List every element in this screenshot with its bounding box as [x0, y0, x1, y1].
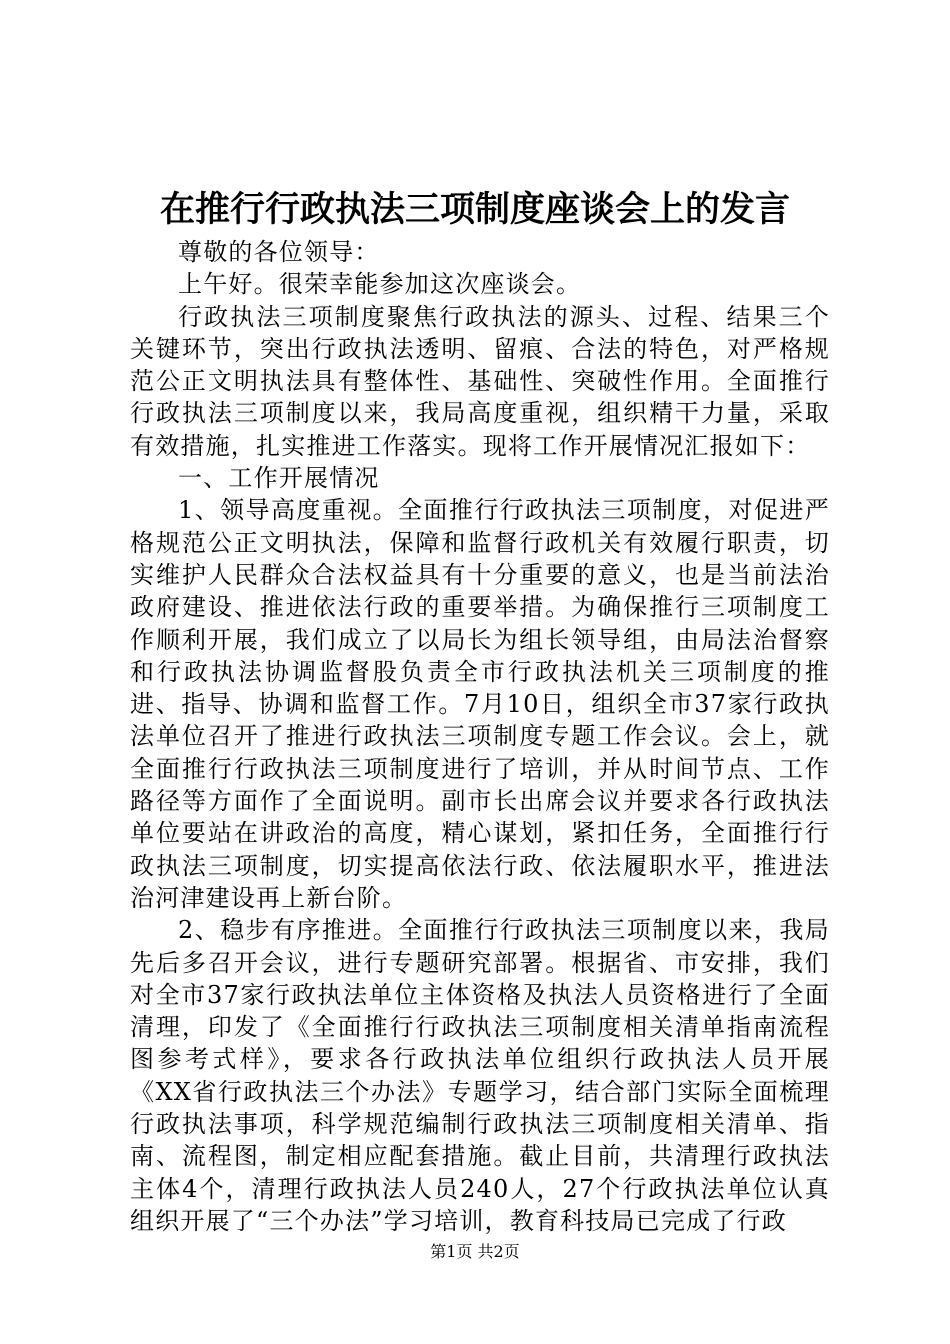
paragraph-greeting: 上午好。很荣幸能参加这次座谈会。 [178, 270, 582, 299]
paragraph-item-1: 1、领导高度重视。全面推行行政执法三项制度，对促进严格规范公正文明执法，保障和监督行政机关有效履行职责，切实维护人民群众合法权益具有十分重要的意义，也是当前法治政府建设、推进依法行政的重要举措。为确保推行三项制度工作顺利开展，我们成立了以局长为组长领导组，由局法治督察和行政执法协调监督股负责全市行政执法机关三项制度的推进、指导、协调和监督工作。7月10日，组织全市37家行政执法单位召开了推进行政执法三项制度专题工作会议。会上，就全面推行行政执法三项制度进行了培训，并从时间节点、工作路径等方面作了全面说明。副市长出席会议并要求各行政执法单位要站在讲政治的高度，精心谋划，紧扣任务，全面推行行政执法三项制度，切实提高依法行政、依法履职水平，推进法治河津建设再上新台阶。 [130, 496, 830, 912]
paragraph-item-2: 2、稳步有序推进。全面推行行政执法三项制度以来，我局先后多召开会议，进行专题研究部署。根据省、市安排，我们对全市37家行政执法单位主体资格及执法人员资格进行了全面清理，印发了《全面推行行政执法三项制度相关清单指南流程图参考式样》，要求各行政执法单位组织行政执法人员开展《XX省行政执法三个办法》专题学习，结合部门实际全面梳理行政执法事项，科学规范编制行政执法三项制度相关清单、指南、流程图，制定相应配套措施。截止目前，共清理行政执法主体4个，清理行政执法人员240人，27个行政执法单位认真组织开展了“三个办法”学习培训，教育科技局已完成了行政 [130, 916, 830, 1235]
section-heading: 一、工作开展情况 [178, 464, 380, 493]
paragraph-intro: 行政执法三项制度聚焦行政执法的源头、过程、结果三个关键环节，突出行政执法透明、留痕、合法的特色，对严格规范公正文明执法具有整体性、基础性、突破性作用。全面推行行政执法三项制度以来，我局高度重视，组织精干力量，采取有效措施，扎实推进工作落实。现将工作开展情况汇报如下： [130, 302, 830, 460]
paragraph-salutation: 尊敬的各位领导： [178, 238, 380, 266]
document-body [130, 236, 830, 1237]
document-title: 在推行行政执法三项制度座谈会上的发言 [159, 189, 790, 230]
page-footer: 第1页 共2页 [430, 1242, 520, 1261]
